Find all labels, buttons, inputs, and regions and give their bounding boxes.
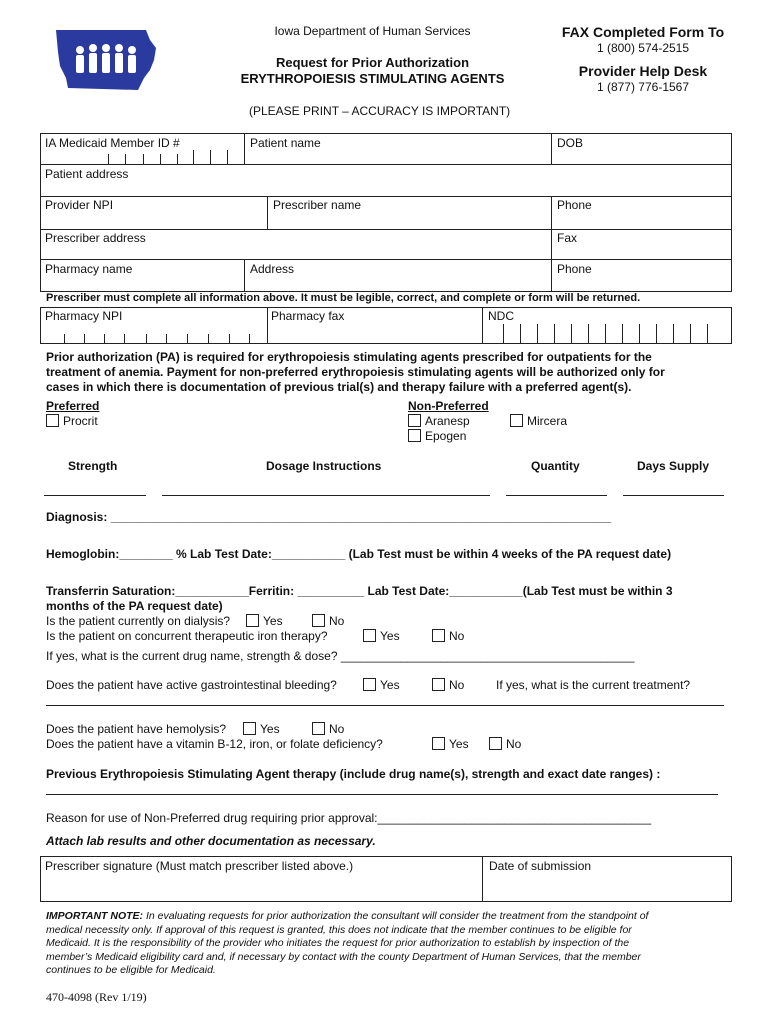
ndc-field[interactable]: NDC (488, 309, 514, 323)
help-desk-label: Provider Help Desk (578, 63, 708, 79)
no-label: No (329, 614, 345, 628)
gi-yes[interactable] (363, 678, 400, 692)
vitamin-no[interactable] (489, 737, 521, 751)
dialysis-no[interactable] (312, 614, 344, 628)
important-note-line4: member’s Medicaid eligibility card and, if necessary by contact with the county Department of Human Services, that the member (46, 950, 641, 963)
epogen-option[interactable] (408, 429, 466, 443)
vitamin-yes-checkbox[interactable] (432, 737, 445, 750)
hemoglobin-field[interactable]: Hemoglobin:________ % Lab Test Date:___________ (Lab Test must be within 4 weeks of the PA request date) (46, 547, 672, 561)
iron-followup-field[interactable]: If yes, what is the current drug name, strength & dose? ____________________________________________ (46, 649, 635, 663)
gi-no-checkbox[interactable] (432, 678, 445, 691)
hemolysis-no-checkbox[interactable] (312, 722, 325, 735)
vitamin-question: Does the patient have a vitamin B-12, iron, or folate deficiency? (46, 737, 383, 751)
days-supply-line[interactable] (623, 495, 724, 496)
iron-yes-checkbox[interactable] (363, 629, 376, 642)
prescriber-name-field[interactable]: Prescriber name (273, 198, 362, 212)
previous-esa-line[interactable] (46, 794, 718, 795)
vitamin-yes[interactable] (432, 737, 469, 751)
important-note-line1: In evaluating requests for prior authorization the consultant will consider the treatment from the standpoint of (143, 910, 649, 922)
pharmacy-phone-field[interactable]: Phone (557, 262, 592, 276)
prescriber-address-field[interactable]: Prescriber address (45, 231, 146, 245)
pharmacy-fax-field[interactable]: Pharmacy fax (271, 309, 345, 323)
gi-yes-checkbox[interactable] (363, 678, 376, 691)
hemolysis-yes-checkbox[interactable] (243, 722, 256, 735)
fax-label: FAX Completed Form To (561, 24, 725, 40)
yes-label: Yes (263, 614, 283, 628)
pharmacy-npi-grid (40, 307, 732, 344)
epogen-label: Epogen (425, 429, 467, 443)
no-label: No (506, 737, 522, 751)
hemolysis-question: Does the patient have hemolysis? (46, 722, 227, 736)
procrit-label: Procrit (63, 414, 98, 428)
dialysis-label: Is the patient currently on dialysis? (46, 614, 231, 628)
gi-followup-line[interactable] (46, 705, 724, 706)
patient-address-field[interactable]: Patient address (45, 167, 129, 181)
pharmacy-npi-field[interactable]: Pharmacy NPI (45, 309, 123, 323)
important-note-line2: medical necessity only. If approval of this request is granted, this does not indicate that the member continues to be eligible for (46, 923, 632, 936)
provider-npi-field[interactable]: Provider NPI (45, 198, 114, 212)
aranesp-option[interactable] (408, 414, 470, 428)
department-name: Iowa Department of Human Services (274, 24, 471, 38)
pharmacy-address-field[interactable]: Address (250, 262, 295, 276)
intro-line1: Prior authorization (PA) is required for erythropoiesis stimulating agents prescribed for outpatients for the (46, 350, 652, 364)
iron-yes[interactable] (363, 629, 400, 643)
dosage-header: Dosage Instructions (266, 459, 382, 473)
member-id-field[interactable]: IA Medicaid Member ID # (45, 136, 180, 150)
attach-note: Attach lab results and other documentation as necessary. (46, 834, 376, 848)
transferrin-field-line2: months of the PA request date) (46, 599, 223, 613)
strength-header: Strength (68, 459, 118, 473)
reason-field[interactable]: Reason for use of Non-Preferred drug requiring prior approval:_________________________________________ (46, 811, 652, 825)
mircera-checkbox[interactable] (510, 414, 523, 427)
important-note-line3: Medicaid. It is the responsibility of the provider who initiates the request for prior authorization to establish by inspection of the (46, 937, 630, 949)
prescriber-phone-field[interactable]: Phone (557, 198, 592, 212)
iowa-state-shape-icon (50, 26, 160, 98)
days-supply-header: Days Supply (637, 459, 710, 473)
transferrin-field[interactable]: Transferrin Saturation:___________Ferritin: __________ Lab Test Date:___________(Lab Test must be within 3 (46, 584, 673, 598)
fax-number: 1 (800) 574-2515 (596, 41, 690, 55)
patient-name-field[interactable]: Patient name (250, 136, 321, 150)
iron-no-checkbox[interactable] (432, 629, 445, 642)
gi-question: Does the patient have active gastrointestinal bleeding? (46, 678, 337, 692)
yes-label: Yes (449, 737, 469, 751)
yes-label: Yes (260, 722, 280, 736)
non-preferred-label: Non-Preferred (408, 399, 489, 413)
intro-line3: cases in which there is documentation of previous trial(s) and therapy failure with a preferred agent(s). (46, 380, 632, 394)
print-note: (PLEASE PRINT – ACCURACY IS IMPORTANT) (249, 104, 511, 118)
prescriber-signature-field[interactable]: Prescriber signature (Must match prescriber listed above.) (45, 859, 354, 873)
dob-field[interactable]: DOB (557, 136, 584, 150)
strength-line[interactable] (44, 495, 146, 496)
fax-field[interactable]: Fax (557, 231, 578, 245)
quantity-header: Quantity (531, 459, 580, 473)
mircera-option[interactable] (510, 414, 567, 428)
intro-line2: treatment of anemia. Payment for non-preferred erythropoiesis stimulating agents will be authorized only for (46, 365, 665, 379)
form-title-line1: Request for Prior Authorization (275, 55, 470, 70)
dialysis-no-checkbox[interactable] (312, 614, 325, 627)
iron-no[interactable] (432, 629, 464, 643)
dialysis-question (46, 614, 230, 628)
yes-label: Yes (380, 629, 400, 643)
prescriber-notice: Prescriber must complete all information above. It must be legible, correct, and complete or form will be returned. (46, 292, 641, 304)
pharmacy-name-field[interactable]: Pharmacy name (45, 262, 133, 276)
preferred-label: Preferred (46, 399, 100, 413)
help-desk-number: 1 (877) 776-1567 (596, 80, 690, 94)
vitamin-no-checkbox[interactable] (489, 737, 502, 750)
gi-followup-label: If yes, what is the current treatment? (496, 678, 691, 692)
no-label: No (449, 629, 465, 643)
important-note-line5: continues to be eligible for Medicaid. (46, 964, 216, 976)
no-label: No (329, 722, 345, 736)
hemolysis-yes[interactable] (243, 722, 280, 736)
mircera-label: Mircera (527, 414, 568, 428)
date-submission-field[interactable]: Date of submission (489, 859, 592, 873)
important-note (46, 910, 730, 978)
dialysis-yes-checkbox[interactable] (246, 614, 259, 627)
no-label: No (449, 678, 465, 692)
aranesp-checkbox[interactable] (408, 414, 421, 427)
important-note-label: IMPORTANT NOTE: (46, 910, 144, 922)
procrit-option[interactable] (46, 414, 98, 428)
previous-esa-label: Previous Erythropoiesis Stimulating Agent therapy (include drug name(s), strength and exact date ranges) : (46, 767, 661, 781)
quantity-line[interactable] (506, 495, 607, 496)
dialysis-yes[interactable] (246, 614, 283, 628)
gi-no[interactable] (432, 678, 464, 692)
iron-question: Is the patient on concurrent therapeutic iron therapy? (46, 629, 328, 643)
form-number: 470-4098 (Rev 1/19) (46, 990, 147, 1004)
form-title-line2: ERYTHROPOIESIS STIMULATING AGENTS (240, 71, 505, 86)
dosage-line[interactable] (162, 495, 490, 496)
procrit-checkbox[interactable] (46, 414, 59, 427)
hemolysis-no[interactable] (312, 722, 344, 736)
aranesp-label: Aranesp (425, 414, 470, 428)
epogen-checkbox[interactable] (408, 429, 421, 442)
yes-label: Yes (380, 678, 400, 692)
diagnosis-field[interactable]: Diagnosis: ___________________________________________________________________________ (46, 510, 612, 524)
iowa-dhs-logo (50, 26, 160, 98)
